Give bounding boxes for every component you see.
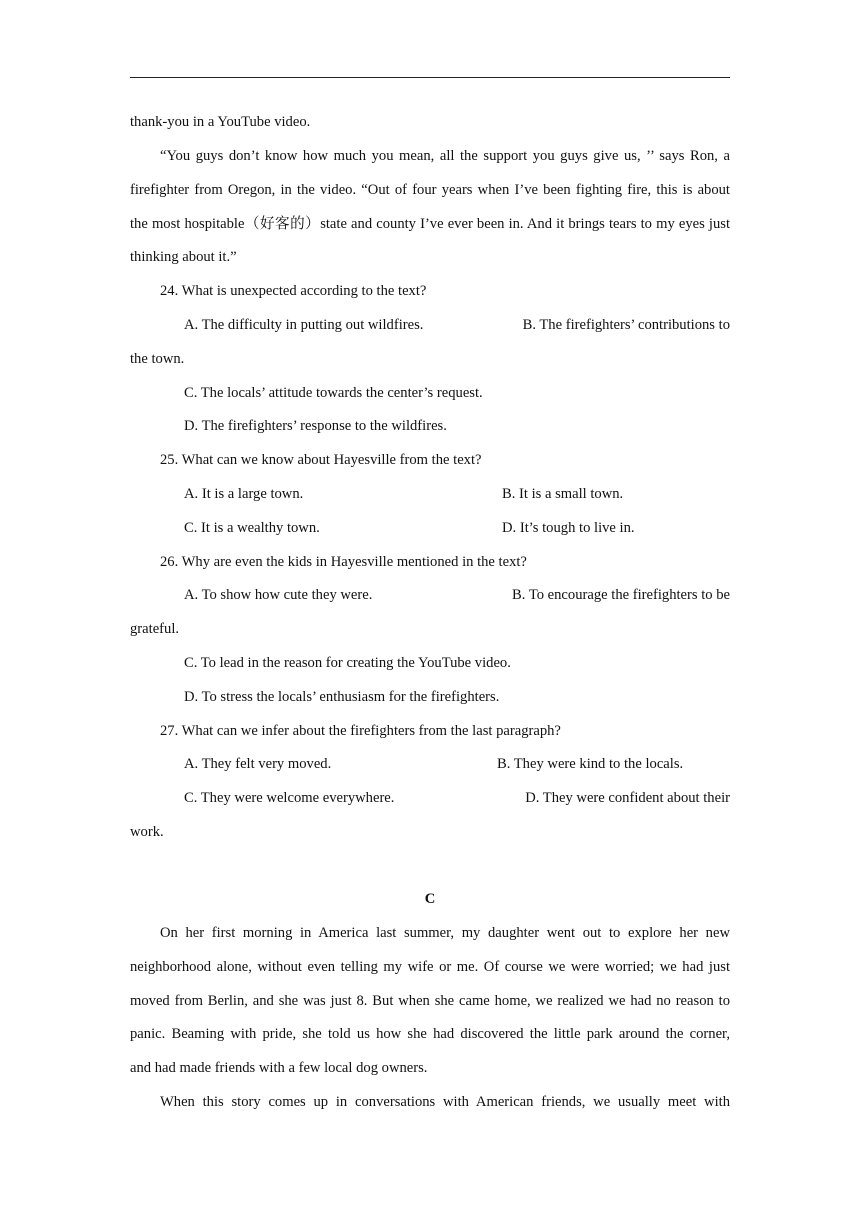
q26-option-a: A. To show how cute they were.: [184, 587, 373, 603]
paragraph-line: and had made friends with a few local dog owners.: [130, 1060, 428, 1076]
q26-option-c: C. To lead in the reason for creating the YouTube video.: [184, 655, 511, 671]
paragraph-line: firefighter from Oregon, in the video. “Out of four years when I’ve been fighting fire, this is about: [130, 182, 730, 198]
q27-option-c: C. They were welcome everywhere.: [184, 790, 395, 806]
q25-option-c: C. It is a wealthy town.: [184, 520, 320, 536]
q26-option-b-continued: grateful.: [130, 621, 180, 637]
q27-option-a: A. They felt very moved.: [184, 756, 332, 772]
q24-option-b-continued: the town.: [130, 351, 185, 367]
q27-option-b: B. They were kind to the locals.: [497, 756, 684, 772]
paragraph-line: neighborhood alone, without even telling my wife or me. Of course we were worried; we had just: [130, 959, 730, 975]
question-27-stem: 27. What can we infer about the firefighters from the last paragraph?: [160, 723, 561, 739]
q25-option-a: A. It is a large town.: [184, 486, 304, 502]
question-25-stem: 25. What can we know about Hayesville from the text?: [160, 452, 482, 468]
q25-option-b: B. It is a small town.: [502, 486, 624, 502]
paragraph-line: panic. Beaming with pride, she told us how she had discovered the little park around the corner,: [130, 1026, 730, 1042]
q26-option-b: B. To encourage the firefighters to be: [512, 587, 730, 603]
q27-option-d-continued: work.: [130, 824, 164, 840]
q25-option-d: D. It’s tough to live in.: [502, 520, 635, 536]
paragraph-line: thinking about it.”: [130, 249, 237, 265]
q24-option-a: A. The difficulty in putting out wildfires.: [184, 317, 424, 333]
q26-option-d: D. To stress the locals’ enthusiasm for the firefighters.: [184, 689, 500, 705]
q24-option-c: C. The locals’ attitude towards the center’s request.: [184, 385, 483, 401]
question-24-stem: 24. What is unexpected according to the text?: [160, 283, 427, 299]
q24-option-d: D. The firefighters’ response to the wildfires.: [184, 418, 447, 434]
header-rule: [130, 77, 730, 78]
q27-option-d: D. They were confident about their: [525, 790, 730, 806]
question-26-stem: 26. Why are even the kids in Hayesville mentioned in the text?: [160, 554, 527, 570]
paragraph-line: On her first morning in America last summer, my daughter went out to explore her new: [160, 925, 730, 941]
paragraph-line: the most hospitable（好客的）state and county I’ve ever been in. And it brings tears to my eyes just: [130, 216, 730, 232]
paragraph-line: moved from Berlin, and she was just 8. But when she came home, we realized we had no reason to: [130, 993, 730, 1009]
section-heading: C: [424, 891, 436, 907]
q24-option-b: B. The firefighters’ contributions to: [522, 317, 730, 333]
paragraph-line: thank-you in a YouTube video.: [130, 114, 311, 130]
paragraph-line: “You guys don’t know how much you mean, all the support you guys give us, ’’ says Ron, a: [160, 148, 730, 164]
paragraph-line: When this story comes up in conversations with American friends, we usually meet with: [160, 1094, 730, 1110]
